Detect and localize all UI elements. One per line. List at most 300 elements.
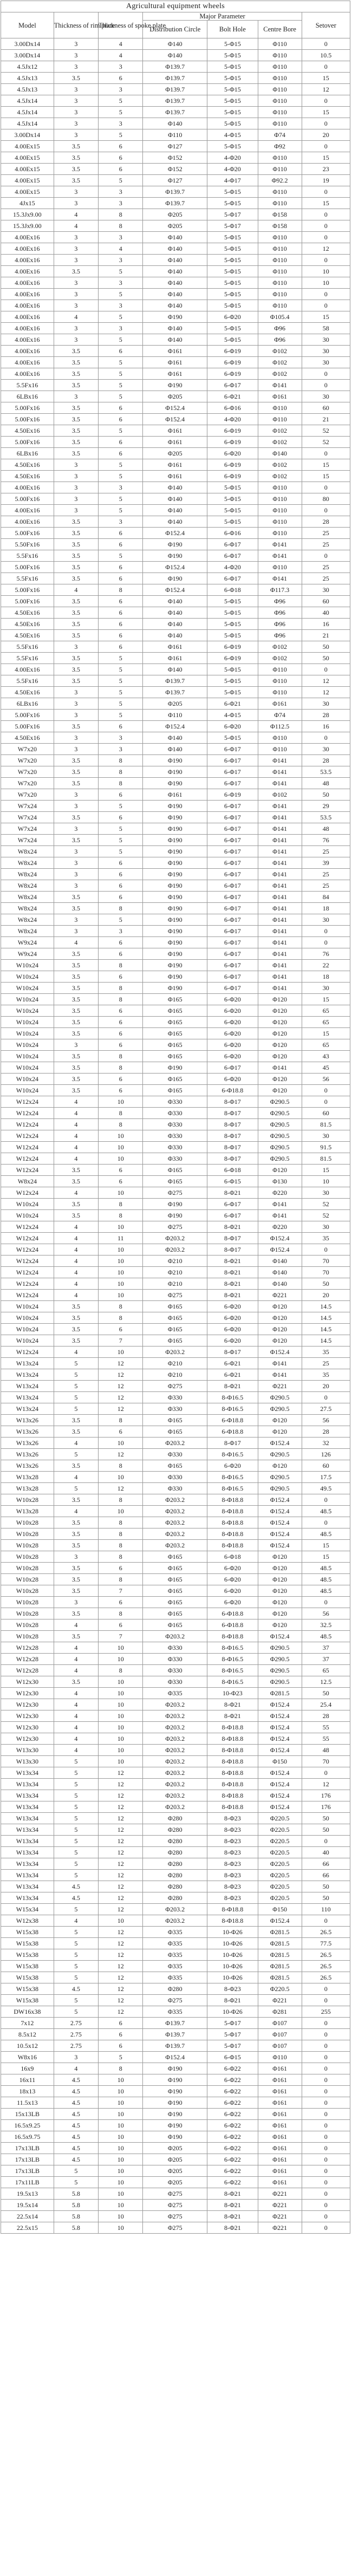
model-cell: 4.00Ex16 xyxy=(1,266,54,277)
distribution-circle-cell: Φ190 xyxy=(143,937,207,948)
rim-thickness-cell: 3.5 xyxy=(54,971,98,983)
model-cell: W10x24 xyxy=(1,1210,54,1221)
centre-bore-cell: Φ141 xyxy=(258,573,302,584)
bolt-hole-cell: 5-Φ15 xyxy=(207,493,258,505)
centre-bore-cell: Φ102 xyxy=(258,425,302,437)
setover-cell: 65 xyxy=(302,1017,350,1028)
distribution-circle-cell: Φ190 xyxy=(143,766,207,778)
model-cell: W9x24 xyxy=(1,948,54,960)
spoke-thickness-cell: 12 xyxy=(99,1870,143,1881)
rim-thickness-cell: 5 xyxy=(54,1449,98,1460)
centre-bore-cell: Φ141 xyxy=(258,539,302,550)
model-cell: W15x38 xyxy=(1,1949,54,1961)
spoke-thickness-cell: 10 xyxy=(99,2211,143,2222)
distribution-circle-cell: Φ335 xyxy=(143,1972,207,1983)
bolt-hole-cell: 6-Φ22 xyxy=(207,2120,258,2131)
setover-cell: 37 xyxy=(302,1642,350,1654)
distribution-circle-cell: Φ140 xyxy=(143,50,207,61)
spoke-thickness-cell: 5 xyxy=(99,129,143,141)
distribution-circle-cell: Φ330 xyxy=(143,1108,207,1119)
bolt-hole-cell: 6-Φ17 xyxy=(207,857,258,869)
setover-cell: 15 xyxy=(302,459,350,471)
model-cell: W12x24 xyxy=(1,1130,54,1142)
centre-bore-cell: Φ110 xyxy=(258,482,302,493)
table-row xyxy=(1,1517,350,1528)
table-row xyxy=(1,573,350,584)
bolt-hole-cell: 6-Φ20 xyxy=(207,1301,258,1312)
model-cell: W8x24 xyxy=(1,869,54,880)
setover-cell: 60 xyxy=(302,1108,350,1119)
distribution-circle-cell: Φ330 xyxy=(143,1392,207,1403)
rim-thickness-cell: 4 xyxy=(54,1699,98,1710)
distribution-circle-cell: Φ161 xyxy=(143,459,207,471)
model-cell: 4.00Ex16 xyxy=(1,368,54,380)
centre-bore-cell: Φ120 xyxy=(258,1051,302,1062)
setover-cell: 48 xyxy=(302,778,350,789)
rim-thickness-cell: 4 xyxy=(54,1153,98,1165)
table-row xyxy=(1,1676,350,1688)
centre-bore-cell: Φ152.4 xyxy=(258,1346,302,1358)
table-row xyxy=(1,1176,350,1187)
spoke-thickness-cell: 8 xyxy=(99,1551,143,1563)
rim-thickness-cell: 3.5 xyxy=(54,1494,98,1506)
spoke-thickness-cell: 10 xyxy=(99,2109,143,2120)
distribution-circle-cell: Φ140 xyxy=(143,232,207,243)
setover-cell: 0 xyxy=(302,289,350,300)
spoke-thickness-cell: 3 xyxy=(99,516,143,528)
centre-bore-cell: Φ107 xyxy=(258,2018,302,2029)
centre-bore-cell: Φ120 xyxy=(258,1005,302,1017)
model-cell: W12x24 xyxy=(1,1108,54,1119)
setover-cell: 70 xyxy=(302,1756,350,1767)
bolt-hole-cell: 10-Φ26 xyxy=(207,1961,258,1972)
spoke-thickness-cell: 10 xyxy=(99,1733,143,1745)
table-row xyxy=(1,459,350,471)
rim-thickness-cell: 3.5 xyxy=(54,1631,98,1642)
setover-cell: 12.5 xyxy=(302,1676,350,1688)
distribution-circle-cell: Φ165 xyxy=(143,1415,207,1426)
setover-cell: 0 xyxy=(302,2097,350,2109)
setover-cell: 0 xyxy=(302,2086,350,2097)
table-row xyxy=(1,1278,350,1290)
distribution-circle-cell: Φ203.2 xyxy=(143,1528,207,1540)
bolt-hole-cell: 8-Φ23 xyxy=(207,1858,258,1870)
table-row xyxy=(1,1813,350,1824)
spoke-thickness-cell: 8 xyxy=(99,778,143,789)
spoke-thickness-cell: 12 xyxy=(99,1358,143,1369)
rim-thickness-cell: 4 xyxy=(54,311,98,323)
model-cell: 17x13LB xyxy=(1,2154,54,2165)
spoke-thickness-cell: 5 xyxy=(99,471,143,482)
centre-bore-cell: Φ96 xyxy=(258,596,302,607)
distribution-circle-cell: Φ210 xyxy=(143,1278,207,1290)
setover-cell: 39 xyxy=(302,857,350,869)
model-cell: W12x30 xyxy=(1,1722,54,1733)
table-row xyxy=(1,584,350,596)
table-row xyxy=(1,175,350,186)
distribution-circle-cell: Φ165 xyxy=(143,1608,207,1619)
rim-thickness-cell: 3 xyxy=(54,1551,98,1563)
model-cell: W12x28 xyxy=(1,1642,54,1654)
distribution-circle-cell: Φ205 xyxy=(143,2165,207,2177)
spoke-thickness-cell: 8 xyxy=(99,1108,143,1119)
bolt-hole-cell: 8-Φ18.8 xyxy=(207,1745,258,1756)
table-row xyxy=(1,857,350,869)
distribution-circle-cell: Φ190 xyxy=(143,801,207,812)
distribution-circle-cell: Φ275 xyxy=(143,2222,207,2234)
table-row xyxy=(1,2006,350,2018)
rim-thickness-cell: 3 xyxy=(54,323,98,334)
distribution-circle-cell: Φ203.2 xyxy=(143,1801,207,1813)
distribution-circle-cell: Φ139.7 xyxy=(143,2018,207,2029)
spoke-thickness-cell: 6 xyxy=(99,573,143,584)
table-row xyxy=(1,2109,350,2120)
centre-bore-cell: Φ161 xyxy=(258,391,302,402)
rim-thickness-cell: 4.5 xyxy=(54,1892,98,1904)
bolt-hole-cell: 6-Φ17 xyxy=(207,971,258,983)
rim-thickness-cell: 3.5 xyxy=(54,903,98,914)
bolt-hole-cell: 4-Φ15 xyxy=(207,710,258,721)
distribution-circle-cell: Φ165 xyxy=(143,1028,207,1039)
spoke-thickness-cell: 8 xyxy=(99,1574,143,1585)
model-cell: 4.00Ex16 xyxy=(1,277,54,289)
rim-thickness-cell: 4 xyxy=(54,220,98,232)
rim-thickness-cell: 5 xyxy=(54,1824,98,1836)
distribution-circle-cell: Φ190 xyxy=(143,539,207,550)
centre-bore-cell: Φ158 xyxy=(258,209,302,220)
distribution-circle-cell: Φ190 xyxy=(143,846,207,857)
model-cell: W15x38 xyxy=(1,1983,54,1995)
table-row xyxy=(1,869,350,880)
spoke-thickness-cell: 8 xyxy=(99,960,143,971)
rim-thickness-cell: 3.5 xyxy=(54,1324,98,1335)
rim-thickness-cell: 3.5 xyxy=(54,1460,98,1472)
centre-bore-cell: Φ150 xyxy=(258,1904,302,1915)
table-row xyxy=(1,721,350,732)
setover-cell: 48.5 xyxy=(302,1631,350,1642)
model-cell: W7x20 xyxy=(1,778,54,789)
distribution-circle-cell: Φ140 xyxy=(143,516,207,528)
centre-bore-cell: Φ120 xyxy=(258,1563,302,1574)
model-cell: W12x30 xyxy=(1,1688,54,1699)
spoke-thickness-cell: 5 xyxy=(99,846,143,857)
model-cell: 4.00Ex16 xyxy=(1,482,54,493)
centre-bore-cell: Φ110 xyxy=(258,232,302,243)
bolt-hole-cell: 8-Φ16.5 xyxy=(207,1403,258,1415)
table-row xyxy=(1,823,350,835)
setover-cell: 50 xyxy=(302,1278,350,1290)
rim-thickness-cell: 4 xyxy=(54,1130,98,1142)
model-cell: W13x34 xyxy=(1,1813,54,1824)
distribution-circle-cell: Φ140 xyxy=(143,118,207,129)
setover-cell: 12 xyxy=(302,84,350,95)
setover-cell: 0 xyxy=(302,2040,350,2052)
spoke-thickness-cell: 8 xyxy=(99,766,143,778)
centre-bore-cell: Φ120 xyxy=(258,1039,302,1051)
rim-thickness-cell: 4 xyxy=(54,1472,98,1483)
table-row xyxy=(1,1722,350,1733)
table-row xyxy=(1,1779,350,1790)
setover-cell: 14.5 xyxy=(302,1312,350,1324)
setover-cell: 22 xyxy=(302,960,350,971)
bolt-hole-cell: 6-Φ18 xyxy=(207,1551,258,1563)
rim-thickness-cell: 4.5 xyxy=(54,2120,98,2131)
spoke-thickness-cell: 6 xyxy=(99,948,143,960)
setover-cell: 0 xyxy=(302,1915,350,1927)
table-row xyxy=(1,1119,350,1130)
bolt-hole-cell: 6-Φ20 xyxy=(207,1039,258,1051)
distribution-circle-cell: Φ203.2 xyxy=(143,1699,207,1710)
model-cell: 5.5Fx16 xyxy=(1,641,54,653)
centre-bore-cell: Φ120 xyxy=(258,1301,302,1312)
rim-thickness-cell: 4 xyxy=(54,1267,98,1278)
rim-thickness-cell: 4.5 xyxy=(54,1983,98,1995)
table-row xyxy=(1,1324,350,1335)
centre-bore-cell: Φ141 xyxy=(258,960,302,971)
rim-thickness-cell: 3 xyxy=(54,50,98,61)
rim-thickness-cell: 5 xyxy=(54,1483,98,1494)
setover-cell: 28 xyxy=(302,710,350,721)
centre-bore-cell: Φ110 xyxy=(258,562,302,573)
table-row xyxy=(1,1870,350,1881)
setover-cell: 28 xyxy=(302,516,350,528)
bolt-hole-cell: 6-Φ18.8 xyxy=(207,1415,258,1426)
spoke-thickness-cell: 5 xyxy=(99,311,143,323)
centre-bore-cell: Φ141 xyxy=(258,1358,302,1369)
spoke-thickness-cell: 10 xyxy=(99,2086,143,2097)
rim-thickness-cell: 3.5 xyxy=(54,812,98,823)
setover-cell: 0 xyxy=(302,1244,350,1256)
setover-cell: 49.5 xyxy=(302,1483,350,1494)
distribution-circle-cell: Φ165 xyxy=(143,1563,207,1574)
model-cell: W12x24 xyxy=(1,1187,54,1199)
setover-cell: 15 xyxy=(302,1028,350,1039)
centre-bore-cell: Φ110 xyxy=(258,73,302,84)
model-cell: W10x24 xyxy=(1,1335,54,1346)
distribution-circle-cell: Φ330 xyxy=(143,1654,207,1665)
setover-cell: 176 xyxy=(302,1790,350,1801)
centre-bore-cell: Φ110 xyxy=(258,505,302,516)
distribution-circle-cell: Φ140 xyxy=(143,300,207,311)
centre-bore-cell: Φ110 xyxy=(258,198,302,209)
model-cell: W13x28 xyxy=(1,1483,54,1494)
spoke-thickness-cell: 8 xyxy=(99,903,143,914)
bolt-hole-cell: 5-Φ15 xyxy=(207,482,258,493)
bolt-hole-cell: 6-Φ19 xyxy=(207,641,258,653)
centre-bore-cell: Φ110 xyxy=(258,402,302,414)
table-row xyxy=(1,1665,350,1676)
distribution-circle-cell: Φ205 xyxy=(143,209,207,220)
model-cell: 16x11 xyxy=(1,2074,54,2086)
centre-bore-cell: Φ110 xyxy=(258,107,302,118)
setover-cell: 0 xyxy=(302,1494,350,1506)
spoke-thickness-cell: 10 xyxy=(99,1130,143,1142)
table-row xyxy=(1,2143,350,2154)
distribution-circle-cell: Φ165 xyxy=(143,994,207,1005)
model-cell: 4.00Ex16 xyxy=(1,323,54,334)
spoke-thickness-cell: 12 xyxy=(99,1892,143,1904)
centre-bore-cell: Φ141 xyxy=(258,835,302,846)
rim-thickness-cell: 3.5 xyxy=(54,664,98,675)
distribution-circle-cell: Φ190 xyxy=(143,903,207,914)
setover-cell: 0 xyxy=(302,141,350,152)
table-row xyxy=(1,1312,350,1324)
table-row xyxy=(1,880,350,892)
setover-cell: 48 xyxy=(302,823,350,835)
model-cell: 4.00Ex15 xyxy=(1,164,54,175)
distribution-circle-cell: Φ165 xyxy=(143,1574,207,1585)
table-row xyxy=(1,1949,350,1961)
table-row xyxy=(1,971,350,983)
spoke-thickness-cell: 10 xyxy=(99,2120,143,2131)
rim-thickness-cell: 4.5 xyxy=(54,1881,98,1892)
setover-cell: 52 xyxy=(302,425,350,437)
table-row xyxy=(1,61,350,73)
table-row xyxy=(1,1346,350,1358)
bolt-hole-cell: 6-Φ18 xyxy=(207,1165,258,1176)
setover-cell: 25 xyxy=(302,562,350,573)
centre-bore-cell: Φ290.5 xyxy=(258,1096,302,1108)
rim-thickness-cell: 3.5 xyxy=(54,1176,98,1187)
setover-cell: 25 xyxy=(302,880,350,892)
rim-thickness-cell: 5 xyxy=(54,1870,98,1881)
distribution-circle-cell: Φ152.4 xyxy=(143,584,207,596)
model-cell: 4.5Jx12 xyxy=(1,61,54,73)
distribution-circle-cell: Φ190 xyxy=(143,869,207,880)
bolt-hole-cell: 8-Φ18.8 xyxy=(207,1904,258,1915)
rim-thickness-cell: 3.5 xyxy=(54,73,98,84)
model-cell: W12x24 xyxy=(1,1244,54,1256)
table-row xyxy=(1,619,350,630)
model-cell: W10x24 xyxy=(1,1199,54,1210)
centre-bore-cell: Φ141 xyxy=(258,1210,302,1221)
table-row xyxy=(1,1381,350,1392)
rim-thickness-cell: 5 xyxy=(54,1847,98,1858)
rim-thickness-cell: 3.5 xyxy=(54,1051,98,1062)
model-cell: 18x13 xyxy=(1,2086,54,2097)
setover-cell: 0 xyxy=(302,926,350,937)
distribution-circle-cell: Φ161 xyxy=(143,437,207,448)
spoke-thickness-cell: 7 xyxy=(99,1631,143,1642)
table-row xyxy=(1,1494,350,1506)
spoke-thickness-cell: 5 xyxy=(99,823,143,835)
table-row xyxy=(1,402,350,414)
distribution-circle-cell: Φ330 xyxy=(143,1142,207,1153)
rim-thickness-cell: 4 xyxy=(54,1733,98,1745)
rim-thickness-cell: 4 xyxy=(54,937,98,948)
setover-cell: 29 xyxy=(302,801,350,812)
centre-bore-cell: Φ152.4 xyxy=(258,1699,302,1710)
table-row xyxy=(1,1506,350,1517)
spoke-thickness-cell: 6 xyxy=(99,437,143,448)
bolt-hole-cell: 5-Φ15 xyxy=(207,198,258,209)
rim-thickness-cell: 3.5 xyxy=(54,141,98,152)
centre-bore-cell: Φ152.4 xyxy=(258,1631,302,1642)
spoke-thickness-cell: 5 xyxy=(99,459,143,471)
bolt-hole-cell: 10-Φ23 xyxy=(207,1688,258,1699)
table-row xyxy=(1,1585,350,1597)
setover-cell: 81.5 xyxy=(302,1119,350,1130)
model-cell: W10x28 xyxy=(1,1528,54,1540)
distribution-circle-cell: Φ335 xyxy=(143,1927,207,1938)
bolt-hole-cell: 6-Φ20 xyxy=(207,448,258,459)
rim-thickness-cell: 5 xyxy=(54,1813,98,1824)
model-cell: W8x24 xyxy=(1,1176,54,1187)
model-cell: 4.5Jx14 xyxy=(1,95,54,107)
setover-cell: 0 xyxy=(302,550,350,562)
rim-thickness-cell: 4 xyxy=(54,1346,98,1358)
distribution-circle-cell: Φ140 xyxy=(143,732,207,744)
spoke-thickness-cell: 10 xyxy=(99,1244,143,1256)
bolt-hole-cell: 5-Φ15 xyxy=(207,186,258,198)
distribution-circle-cell: Φ205 xyxy=(143,2177,207,2188)
model-cell: W12x30 xyxy=(1,1676,54,1688)
centre-bore-cell: Φ141 xyxy=(258,755,302,766)
table-row xyxy=(1,1983,350,1995)
bolt-hole-cell: 8-Φ17 xyxy=(207,1153,258,1165)
rim-thickness-cell: 3.5 xyxy=(54,266,98,277)
distribution-circle-cell: Φ205 xyxy=(143,698,207,710)
centre-bore-cell: Φ120 xyxy=(258,1574,302,1585)
distribution-circle-cell: Φ165 xyxy=(143,1619,207,1631)
bolt-hole-cell: 6-Φ17 xyxy=(207,1210,258,1221)
distribution-circle-cell: Φ140 xyxy=(143,596,207,607)
table-row xyxy=(1,493,350,505)
bolt-hole-cell: 5-Φ17 xyxy=(207,2040,258,2052)
bolt-hole-cell: 8-Φ21 xyxy=(207,1290,258,1301)
table-row xyxy=(1,892,350,903)
distribution-circle-cell: Φ165 xyxy=(143,1335,207,1346)
bolt-hole-cell: 6-Φ17 xyxy=(207,801,258,812)
setover-cell: 0 xyxy=(302,2109,350,2120)
setover-cell: 20 xyxy=(302,1381,350,1392)
centre-bore-cell: Φ110 xyxy=(258,687,302,698)
model-cell: 17x13LB xyxy=(1,2165,54,2177)
centre-bore-cell: Φ152.4 xyxy=(258,1710,302,1722)
spoke-thickness-cell: 5 xyxy=(99,801,143,812)
setover-cell: 35 xyxy=(302,1233,350,1244)
distribution-circle-cell: Φ190 xyxy=(143,983,207,994)
rim-thickness-cell: 3.5 xyxy=(54,1301,98,1312)
bolt-hole-cell: 5-Φ15 xyxy=(207,664,258,675)
model-cell: 5.00Fx16 xyxy=(1,414,54,425)
centre-bore-cell: Φ221 xyxy=(258,2222,302,2234)
model-cell: W10x28 xyxy=(1,1597,54,1608)
setover-cell: 56 xyxy=(302,1415,350,1426)
table-row xyxy=(1,2200,350,2211)
table-row xyxy=(1,550,350,562)
centre-bore-cell: Φ281.5 xyxy=(258,1938,302,1949)
setover-cell: 15 xyxy=(302,1540,350,1551)
spoke-thickness-cell: 3 xyxy=(99,118,143,129)
centre-bore-cell: Φ290.5 xyxy=(258,1130,302,1142)
spoke-thickness-cell: 5 xyxy=(99,289,143,300)
setover-cell: 15 xyxy=(302,152,350,164)
spoke-thickness-cell: 3 xyxy=(99,482,143,493)
bolt-hole-cell: 5-Φ15 xyxy=(207,732,258,744)
distribution-circle-cell: Φ330 xyxy=(143,1130,207,1142)
setover-cell: 30 xyxy=(302,744,350,755)
distribution-circle-cell: Φ330 xyxy=(143,1096,207,1108)
model-cell: 10.5x12 xyxy=(1,2040,54,2052)
centre-bore-cell: Φ140 xyxy=(258,1278,302,1290)
table-row xyxy=(1,107,350,118)
model-cell: W8x24 xyxy=(1,892,54,903)
rim-thickness-cell: 3 xyxy=(54,710,98,721)
table-row xyxy=(1,84,350,95)
rim-thickness-cell: 3.5 xyxy=(54,1074,98,1085)
centre-bore-cell: Φ161 xyxy=(258,698,302,710)
